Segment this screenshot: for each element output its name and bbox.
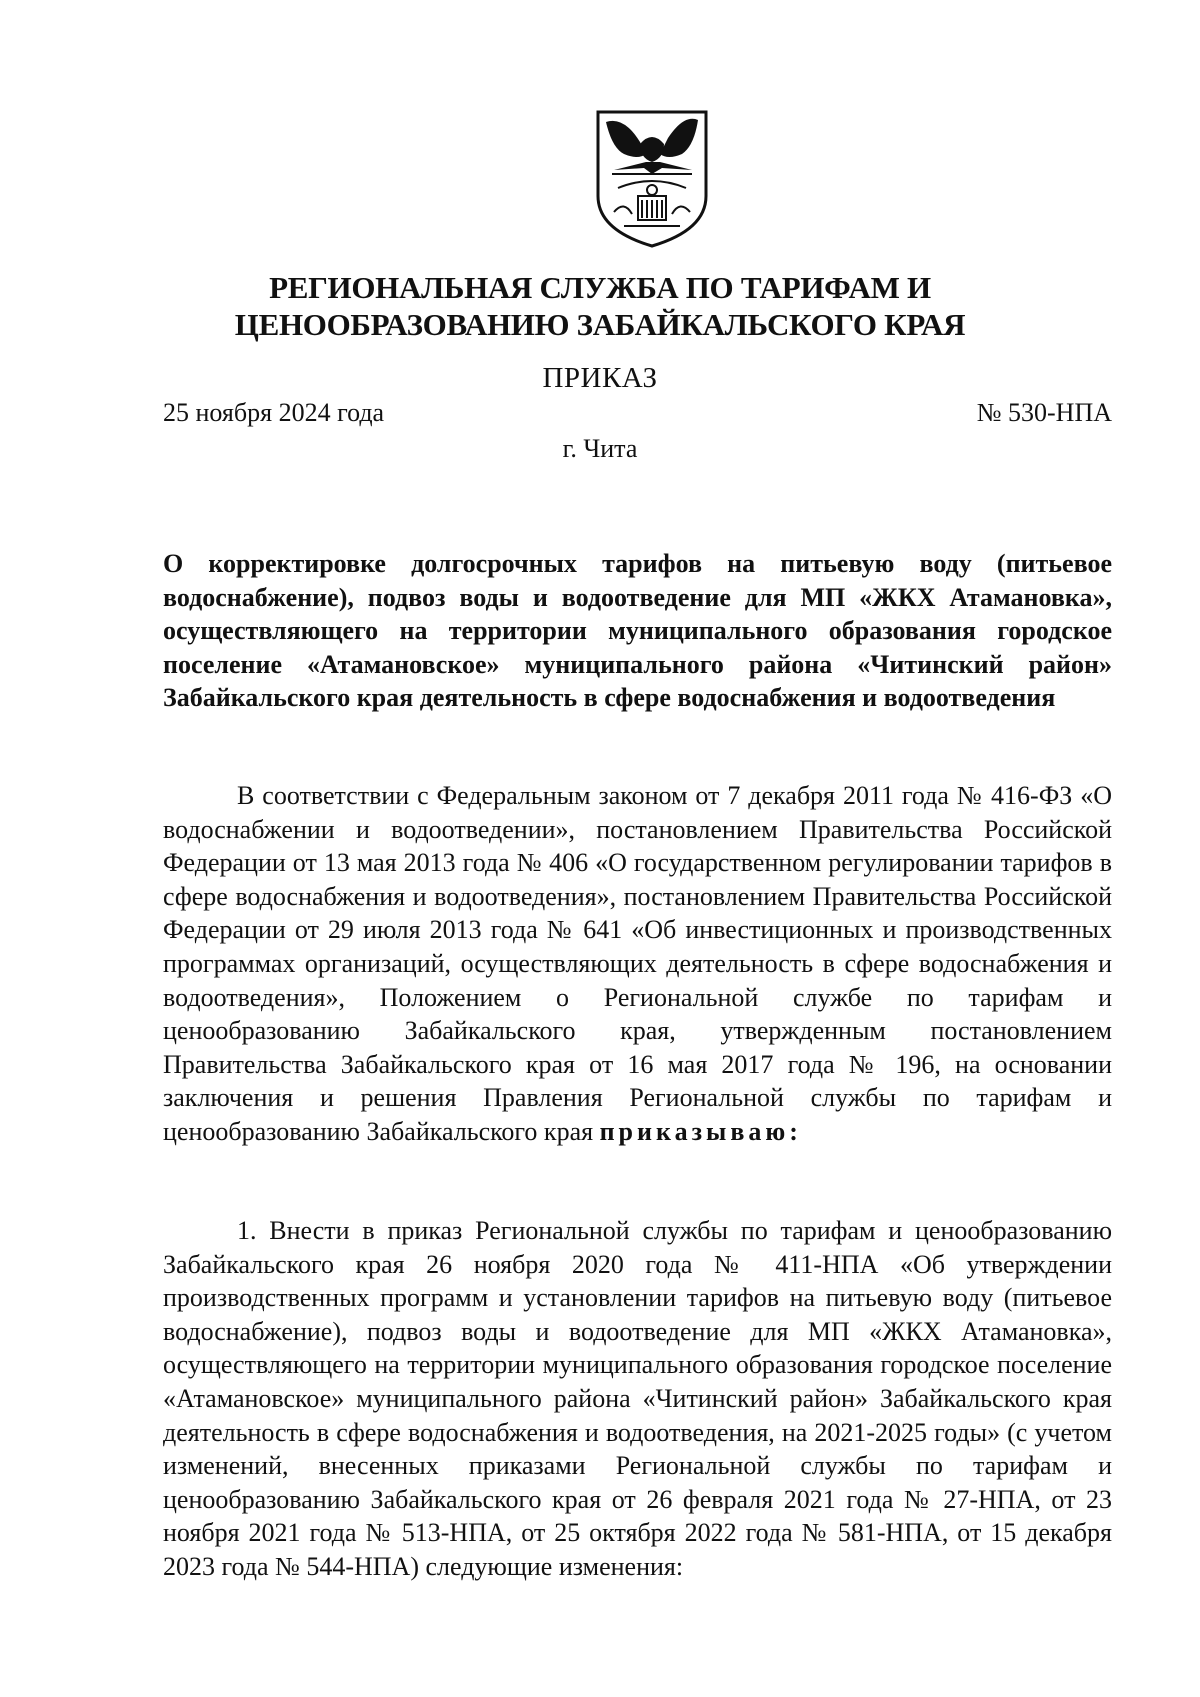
item-1-paragraph: 1. Внести в приказ Региональной службы по тарифам и ценообразованию Забайкальского края 26 ноября 2020 года № 411-НПА «Об утверждении производственных программ и установлении тарифов на питьевую воду (питьевое водоснабжение), подвоз воды и водоотведение для МП «ЖКХ Атамановка», осуществляющего на территории муниципального образования городское поселение «Атамановское» муниципального района «Читинский район» Забайкальского края деятельность в сфере водоснабжения и водоотведения, на 2021-2025 годы» (с учетом изменений, внесенных приказами Региональной службы по тарифам и ценообразованию Забайкальского края от 26 февраля 2021 года № 27-НПА, от 23 ноября 2021 года № 513-НПА, от 25 октября 2022 года № 581-НПА, от 15 декабря 2023 года № 544-НПА) следующие изменения: [163, 1216, 1112, 1581]
document-date: 25 ноября 2024 года [163, 398, 385, 427]
order-word: приказываю: [599, 1116, 802, 1146]
document-type: ПРИКАЗ [542, 362, 658, 394]
organization-name-line1: РЕГИОНАЛЬНАЯ СЛУЖБА ПО ТАРИФАМ И [269, 270, 931, 305]
preamble-paragraph [163, 779, 1112, 1149]
preamble-text: В соответствии с Федеральным законом от 7 декабря 2011 года № 416-ФЗ «О водоснабжении и водоотведении», постановлением Правительства Российской Федерации от 13 мая 2013 года № 406 «О государственном регулировании тарифов в сфере водоснабжения и водоотведения», постановлением Правительства Российской Федерации от 29 июля 2013 года № 641 «Об инвестиционных и производственных программах организаций, осуществляющих деятельность в сфере водоснабжения и водоотведения», Положением о Региональной службе по тарифам и ценообразованию Забайкальского края, утвержденным постановлением Правительства Забайкальского края от 16 мая 2017 года № 196, на основании заключения и решения Правления Региональной службы по тарифам и ценообразованию Забайкальского края [163, 781, 1112, 1146]
organization-name-line2: ЦЕНООБРАЗОВАНИЮ ЗАБАЙКАЛЬСКОГО КРАЯ [234, 307, 966, 342]
document-city: г. Чита [562, 434, 638, 463]
coat-of-arms-icon [594, 108, 710, 250]
document-subject: О корректировке долгосрочных тарифов на питьевую воду (питьевое водоснабжение), подвоз воды и водоотведение для МП «ЖКХ Атамановка», осуществляющего на территории муниципального образования городское поселение «Атамановское» муниципального района «Читинский район» Забайкальского края деятельность в сфере водоснабжения и водоотведения [163, 549, 1112, 713]
document-number: № 530-НПА [976, 398, 1112, 427]
